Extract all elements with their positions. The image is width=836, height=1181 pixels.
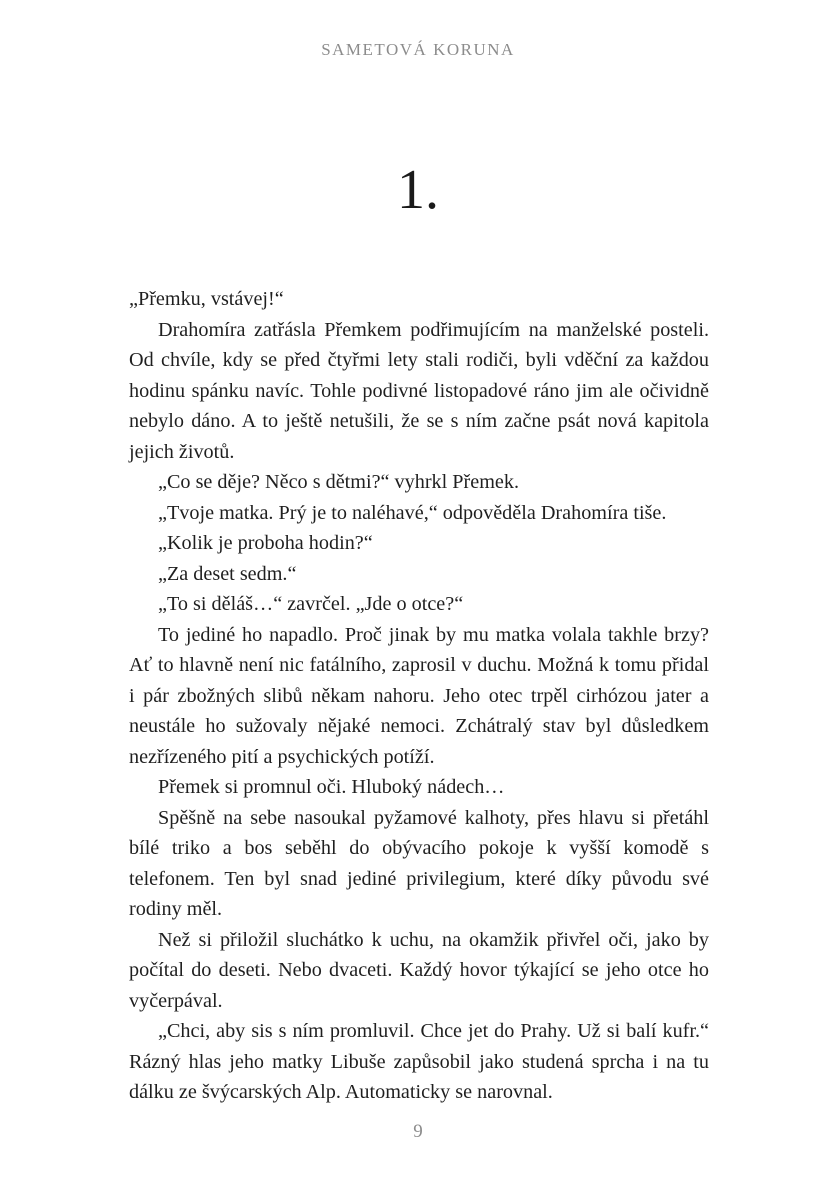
page-number: 9 (413, 1121, 423, 1142)
paragraph: Drahomíra zatřásla Přemkem podřimujícím na manželské posteli. Od chvíle, kdy se před čtyřmi lety stali rodiči, byli vděční za každou hodinu spánku navíc. Tohle podivné listopadové ráno jim ale očividně nebylo dáno. A to ještě netušili, že se s ním začne psát nová kapitola jejich životů. (129, 318, 709, 463)
paragraph: Než si přiložil sluchátko k uchu, na okamžik přivřel oči, jako by počítal do deseti. Nebo dvaceti. Každý hovor týkající se jeho otce ho vyčerpával. (129, 928, 709, 1012)
paragraph: „Chci, aby sis s ním promluvil. Chce jet do Prahy. Už si balí kufr.“ Rázný hlas jeho matky Libuše zapůsobil jako studená sprcha i na tu dálku ze švýcarských Alp. Automaticky se narovnal. (129, 1020, 709, 1103)
paragraph: „Za deset sedm.“ (158, 562, 297, 585)
paragraph: „Přemku, vstávej!“ (129, 288, 284, 310)
body-text (129, 284, 709, 1108)
chapter-number: 1. (397, 159, 439, 221)
paragraph: „Tvoje matka. Prý je to naléhavé,“ odpověděla Drahomíra tiše. (158, 501, 667, 524)
paragraph: „Kolik je proboha hodin?“ (158, 532, 373, 554)
paragraph: Spěšně na sebe nasoukal pyžamové kalhoty, přes hlavu si přetáhl bílé triko a bos seběhl do obývacího pokoje k vyšší komodě s telefonem. Ten byl snad jediné privilegium, které díky původu své rodiny měl. (129, 806, 709, 920)
paragraph: Přemek si promnul oči. Hluboký nádech… (158, 776, 505, 798)
paragraph: „Co se děje? Něco s dětmi?“ vyhrkl Přemek. (158, 471, 520, 493)
running-head: SAMETOVÁ KORUNA (321, 40, 515, 59)
paragraph: „To si děláš…“ zavrčel. „Jde o otce?“ (158, 593, 464, 615)
paragraph: To jediné ho napadlo. Proč jinak by mu matka volala takhle brzy? Ať to hlavně není nic fatálního, zaprosil v duchu. Možná k tomu přidal i pár zbožných slibů někam nahoru. Jeho otec trpěl cirhózou jater a neustále ho sužovaly nějaké nemoci. Zchátralý stav byl důsledkem nezřízeného pití a psychických potíží. (129, 623, 709, 768)
